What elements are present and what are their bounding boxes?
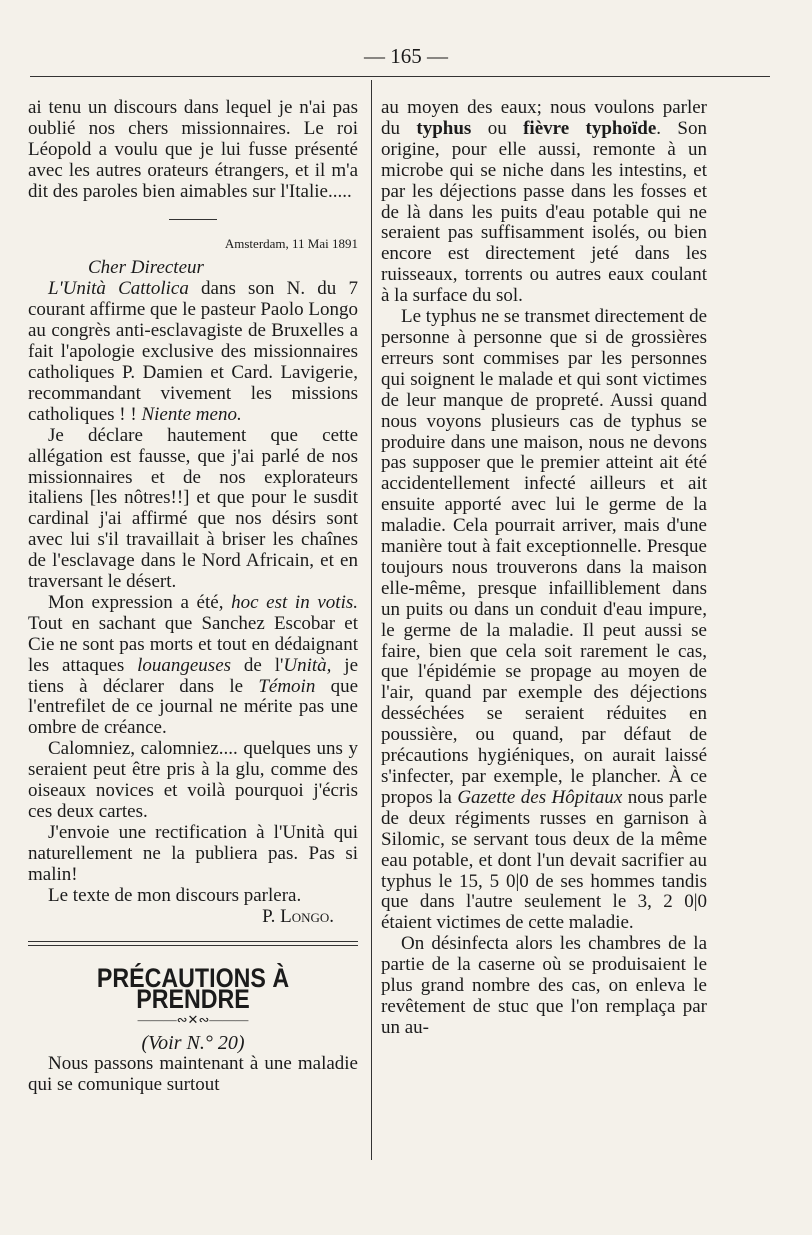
section-title: PRÉCAUTIONS À PRENDRE — [96, 963, 290, 1015]
letter-salutation: Cher Directeur — [88, 257, 204, 279]
right-paragraph-3: On désinfecta alors les chambres de la partie de la caserne où se produisaient le plus grand nombre des cas, on enleva le revêtement de stuc que l'on remplaça par un au- — [381, 933, 707, 1038]
right-paragraph-2: Le typhus ne se transmet directement de personne à personne que si de grossières erreurs sont commises par les personnes qui soignent le malade et qui sont victimes de leur manque de propreté. Aussi quand nous voyons plusieurs cas de typhus se produire dans une maison, nous ne devons pas supposer que le premier atteint ait été accidentellement infecté ailleurs et ait ensuite apporté avec lui le germe de la maladie. Cela pourrait arriver, mais d'une manière tout à fait exceptionnelle. Presque toujours nous trouverons dans la maison elle-même, presque infailliblement dans un puits ou dans un conduit d'eau impure, le germe de la maladie. Il peut aussi se faire, bien que cela soit rarement le cas, que l'épidémie se propage au moyen de l'air, quand par exemple des déjections desséchées se seraient réduites en poussière, ou quand, par défaut de précautions hygiéniques, on aurait laissé s'infecter, par exemple, le plancher. À ce propos la Gazette des Hôpitaux nous parle de deux régiments russes en garnison à Silomic, se servant tous deux de la même eau potable, et dont l'un devait sacrifier au typhus le 15, 5 0|0 de ses hommes tandis que dans l'autre seulement le 3, 2 0|0 étaient victimes de cette maladie. — [381, 306, 708, 934]
left-paragraph-6: J'envoie une rectification à l'Unità qui naturellement ne la publiera pas. Pas si malin! — [28, 821, 358, 885]
newspaper-title: L'Unità Cattolica — [48, 278, 189, 300]
left-column — [28, 98, 358, 1096]
left-paragraph-5: Calomniez, calomniez.... quelques uns y seraient peut être pris à la glu, comme des oiseaux novices et voilà pourquoi j'écris ces deux cartes. — [28, 738, 358, 822]
ornament-divider: ———∾✕∾——— — [137, 1012, 249, 1028]
left-paragraph-1: ai tenu un discours dans lequel je n'ai pas oublié nos chers missionnaires. Le roi Léopold a voulu que je lui fusse présenté avec les autres orateurs étrangers, et il m'a dit des paroles bien aimables sur l'Italie..... — [28, 97, 358, 202]
top-rule — [30, 76, 770, 77]
column-divider — [371, 80, 372, 1160]
left-paragraph-2: L'Unità Cattolica dans son N. du 7 courant affirme que le pasteur Paolo Longo au congrès anti-esclavagiste de Bruxelles a fait l'apologie exclusive des missionnaires catholiques P. Damien et Card. Lavigerie, recommandant vivement les missions catholiques ! ! Niente meno. — [28, 278, 358, 425]
section-double-rule — [28, 941, 358, 946]
left-paragraph-4: Mon expression a été, hoc est in votis. Tout en sachant que Sanchez Escobar et Cie ne sont pas morts et tout en dédaignant les attaques louangeuses de l'Unità, je tiens à déclarer dans le Témoin que l'entrefilet de ce journal ne mérite pas une ombre de créance. — [28, 591, 359, 739]
letter-signature: P. Longo. — [262, 905, 334, 927]
cross-reference: (Voir N.° 20) — [141, 1032, 245, 1055]
left-paragraph-3: Je déclare hautement que cette allégation est fausse, que j'ai parlé de nos missionnaires et de nos explorateurs italiens [les nôtres!!] et que pour le susdit cardinal j'ai affirmé que nos désirs sont avec lui s'il travaillait à briser les chaînes de l'esclavage dans le Nord Africain, et en traversant le désert. — [28, 424, 358, 593]
left-paragraph-7: Le texte de mon discours parlera. — [48, 884, 302, 906]
right-column — [381, 98, 707, 1039]
right-paragraph-1: au moyen des eaux; nous voulons parler du typhus ou fièvre typhoïde. Son origine, pour elle aussi, remonte à un microbe qui se niche dans les intestins, et par les déjections passe dans les fosses et de là dans les puits d'eau potable qui ne seraient pas suffisamment isolés, ou bien encore est directement jeté dans les ruisseaux, torrents ou autres eaux coulant à la surface du sol. — [381, 97, 708, 307]
page-number: — 165 — — [364, 44, 448, 68]
letter-dateline: Amsterdam, 11 Mai 1891 — [224, 235, 358, 251]
left-paragraph-8: Nous passons maintenant à une maladie qui se comunique surtout — [28, 1053, 358, 1095]
short-separator-rule — [169, 219, 217, 220]
